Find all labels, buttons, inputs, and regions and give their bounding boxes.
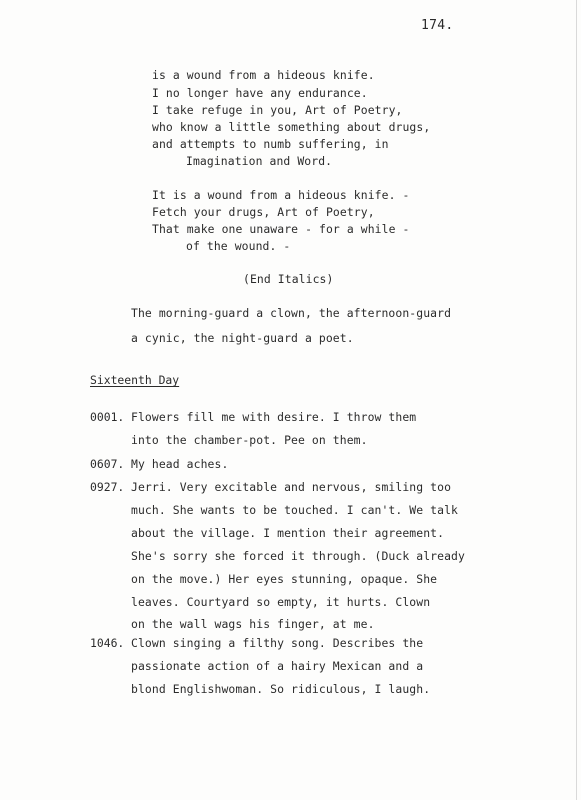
entry-time: 1046.: [90, 636, 125, 650]
entry-line: blond Englishwoman. So ridiculous, I laugh.: [131, 682, 431, 696]
page-number: 174.: [421, 18, 454, 33]
intro-line: The morning-guard a clown, the afternoon-guard: [131, 306, 452, 320]
entry-time: 0607.: [90, 457, 125, 471]
poem-line: Fetch your drugs, Art of Poetry,: [152, 205, 375, 219]
entry-line: on the move.) Her eyes stunning, opaque. She: [131, 572, 438, 586]
entry-line: much. She wants to be touched. I can't. We talk: [131, 503, 459, 517]
entry-line: on the wall wags his finger, at me.: [131, 617, 375, 631]
entry-time: 0927.: [90, 480, 125, 494]
poem-line: It is a wound from a hideous knife. -: [152, 188, 410, 202]
entry-line: Jerri. Very excitable and nervous, smiling too: [131, 480, 452, 494]
poem-line: who know a little something about drugs,: [152, 120, 431, 134]
poem-line: and attempts to numb suffering, in: [152, 137, 389, 151]
section-heading: Sixteenth Day: [90, 373, 180, 387]
end-italics-note: (End Italics): [243, 272, 334, 286]
entry-line: My head aches.: [131, 457, 229, 471]
poem-line: That make one unaware - for a while -: [152, 222, 410, 236]
poem-line: is a wound from a hideous knife.: [152, 68, 375, 82]
entry-line: She's sorry she forced it through. (Duck already: [131, 549, 465, 563]
intro-line: a cynic, the night-guard a poet.: [131, 331, 354, 345]
entry-line: leaves. Courtyard so empty, it hurts. Clown: [131, 595, 431, 609]
entry-line: Flowers fill me with desire. I throw them: [131, 410, 417, 424]
poem-line: I take refuge in you, Art of Poetry,: [152, 103, 403, 117]
page-edge: [576, 0, 577, 800]
entry-line: into the chamber-pot. Pee on them.: [131, 433, 368, 447]
poem-line: Imagination and Word.: [186, 154, 333, 168]
entry-time: 0001.: [90, 410, 125, 424]
poem-line: I no longer have any endurance.: [152, 86, 368, 100]
entry-line: about the village. I mention their agreement.: [131, 526, 445, 540]
entry-line: passionate action of a hairy Mexican and a: [131, 659, 424, 673]
entry-line: Clown singing a filthy song. Describes the: [131, 636, 424, 650]
poem-line: of the wound. -: [186, 239, 291, 253]
